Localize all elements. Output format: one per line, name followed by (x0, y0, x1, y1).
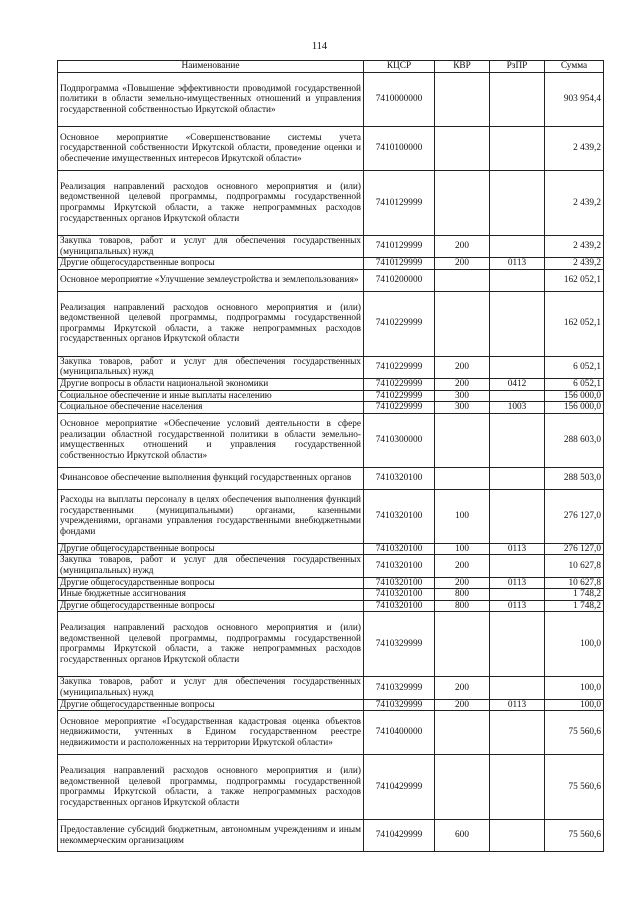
cell-name: Реализация направлений расходов основного мероприятия и (или) ведомственной целевой программы, подпрограммы государственной программы Иркутской области, а также непрограммных расходов государственных органов Иркутской области (58, 612, 364, 677)
table-row (58, 127, 604, 171)
cell-rzpr: 1003 (490, 402, 545, 414)
table-row (58, 413, 604, 467)
cell-sum: 100,0 (545, 612, 604, 677)
cell-sum: 1 748,2 (545, 600, 604, 612)
cell-rzpr (490, 73, 545, 127)
cell-name: Подпрограмма «Повышение эффективности проводимой государственной политики в области земельно-имущественных отношений и управления государственной собственностью Иркутской области» (58, 73, 364, 127)
table-row (58, 390, 604, 402)
table-row (58, 612, 604, 677)
cell-kvr: 200 (435, 699, 490, 711)
cell-name: Основное мероприятие «Совершенствование системы учета государственной собственности Иркутской области, проведение оценки и обеспечение имущественных интересов Иркутской области» (58, 127, 364, 171)
cell-rzpr (490, 612, 545, 677)
cell-kcsr: 7410329999 (364, 677, 435, 699)
cell-sum: 288 503,0 (545, 467, 604, 489)
cell-sum: 288 603,0 (545, 413, 604, 467)
cell-name: Другие общегосударственные вопросы (58, 258, 364, 270)
cell-rzpr (490, 291, 545, 356)
cell-kvr (435, 612, 490, 677)
table-row (58, 378, 604, 390)
cell-kcsr: 7410320100 (364, 555, 435, 577)
table-row (58, 555, 604, 577)
cell-sum: 903 954,4 (545, 73, 604, 127)
cell-sum: 75 560,6 (545, 711, 604, 755)
table-row (58, 467, 604, 489)
table-row (58, 236, 604, 258)
cell-kvr: 200 (435, 378, 490, 390)
cell-rzpr (490, 127, 545, 171)
cell-rzpr (490, 171, 545, 236)
table-row (58, 269, 604, 291)
cell-kcsr: 7410320100 (364, 467, 435, 489)
table-row (58, 291, 604, 356)
cell-sum: 276 127,0 (545, 489, 604, 543)
cell-kcsr: 7410320100 (364, 489, 435, 543)
table-row (58, 171, 604, 236)
cell-rzpr (490, 489, 545, 543)
cell-kvr (435, 127, 490, 171)
cell-sum: 6 052,1 (545, 356, 604, 378)
cell-rzpr: 0113 (490, 600, 545, 612)
cell-sum: 75 560,6 (545, 820, 604, 852)
cell-kvr: 200 (435, 236, 490, 258)
cell-kvr: 800 (435, 600, 490, 612)
cell-sum: 156 000,0 (545, 402, 604, 414)
cell-kcsr: 7410329999 (364, 612, 435, 677)
cell-kcsr: 7410229999 (364, 291, 435, 356)
cell-sum: 10 627,8 (545, 555, 604, 577)
cell-kvr: 200 (435, 258, 490, 270)
cell-rzpr (490, 820, 545, 852)
cell-rzpr: 0113 (490, 699, 545, 711)
table-row (58, 589, 604, 601)
cell-name: Иные бюджетные ассигнования (58, 589, 364, 601)
header-rzpr: РзПР (490, 61, 545, 73)
cell-kcsr: 7410100000 (364, 127, 435, 171)
cell-sum: 75 560,6 (545, 755, 604, 820)
cell-kvr (435, 755, 490, 820)
cell-kcsr: 7410129999 (364, 258, 435, 270)
cell-name: Реализация направлений расходов основного мероприятия и (или) ведомственной целевой программы, подпрограммы государственной программы Иркутской области, а также непрограммных расходов государственных органов Иркутской области (58, 755, 364, 820)
cell-sum: 100,0 (545, 677, 604, 699)
cell-name: Другие общегосударственные вопросы (58, 543, 364, 555)
cell-name: Реализация направлений расходов основного мероприятия и (или) ведомственной целевой программы, подпрограммы государственной программы Иркутской области, а также непрограммных расходов государственных органов Иркутской области (58, 291, 364, 356)
cell-name: Закупка товаров, работ и услуг для обеспечения государственных (муниципальных) нужд (58, 356, 364, 378)
table-header-row (58, 61, 604, 73)
cell-kvr (435, 413, 490, 467)
table-row (58, 402, 604, 414)
cell-rzpr (490, 677, 545, 699)
cell-kcsr: 7410229999 (364, 402, 435, 414)
cell-kcsr: 7410200000 (364, 269, 435, 291)
cell-name: Основное мероприятие «Государственная кадастровая оценка объектов недвижимости, учтенных в Едином государственном реестре недвижимости и расположенных на территории Иркутской области» (58, 711, 364, 755)
table-row (58, 543, 604, 555)
cell-rzpr (490, 390, 545, 402)
cell-kvr: 200 (435, 577, 490, 589)
cell-rzpr: 0113 (490, 543, 545, 555)
cell-rzpr (490, 236, 545, 258)
cell-name: Другие общегосударственные вопросы (58, 699, 364, 711)
cell-rzpr: 0113 (490, 577, 545, 589)
budget-table (57, 60, 604, 852)
cell-kvr (435, 711, 490, 755)
page-number: 114 (311, 41, 328, 52)
table-row (58, 820, 604, 852)
cell-kcsr: 7410000000 (364, 73, 435, 127)
cell-kcsr: 7410329999 (364, 699, 435, 711)
cell-kcsr: 7410229999 (364, 378, 435, 390)
cell-kcsr: 7410320100 (364, 589, 435, 601)
cell-sum: 2 439,2 (545, 258, 604, 270)
cell-kvr (435, 467, 490, 489)
cell-rzpr (490, 356, 545, 378)
header-kvr: КВР (435, 61, 490, 73)
cell-kcsr: 7410129999 (364, 171, 435, 236)
cell-kcsr: 7410229999 (364, 390, 435, 402)
cell-name: Закупка товаров, работ и услуг для обеспечения государственных (муниципальных) нужд (58, 555, 364, 577)
cell-kvr (435, 171, 490, 236)
cell-name: Предоставление субсидий бюджетным, автономным учреждениям и иным некоммерческим организациям (58, 820, 364, 852)
cell-kvr: 200 (435, 677, 490, 699)
cell-name: Закупка товаров, работ и услуг для обеспечения государственных (муниципальных) нужд (58, 236, 364, 258)
cell-name: Другие вопросы в области национальной экономики (58, 378, 364, 390)
cell-kcsr: 7410320100 (364, 600, 435, 612)
cell-name: Основное мероприятие «Обеспечение условий деятельности в сфере реализации областной государственной политики в области земельно-имущественных отношений и управления государственной собственностью Иркутской области» (58, 413, 364, 467)
cell-kvr: 800 (435, 589, 490, 601)
cell-name: Социальное обеспечение и иные выплаты населению (58, 390, 364, 402)
cell-name: Основное мероприятие «Улучшение землеустройства и землепользования» (58, 269, 364, 291)
cell-rzpr (490, 467, 545, 489)
cell-kcsr: 7410320100 (364, 543, 435, 555)
table-row (58, 258, 604, 270)
cell-rzpr (490, 269, 545, 291)
cell-sum: 2 439,2 (545, 127, 604, 171)
cell-kvr: 600 (435, 820, 490, 852)
table-body (58, 73, 604, 852)
cell-name: Реализация направлений расходов основного мероприятия и (или) ведомственной целевой программы, подпрограммы государственной программы Иркутской области, а также непрограммных расходов государственных органов Иркутской области (58, 171, 364, 236)
table-row (58, 577, 604, 589)
cell-rzpr (490, 755, 545, 820)
cell-kcsr: 7410129999 (364, 236, 435, 258)
cell-kvr: 300 (435, 402, 490, 414)
cell-kcsr: 7410400000 (364, 711, 435, 755)
cell-rzpr (490, 413, 545, 467)
table-row (58, 600, 604, 612)
cell-name: Социальное обеспечение населения (58, 402, 364, 414)
cell-sum: 162 052,1 (545, 269, 604, 291)
cell-name: Другие общегосударственные вопросы (58, 600, 364, 612)
table-row (58, 755, 604, 820)
table-row (58, 73, 604, 127)
cell-kvr (435, 73, 490, 127)
cell-sum: 2 439,2 (545, 236, 604, 258)
cell-name: Закупка товаров, работ и услуг для обеспечения государственных (муниципальных) нужд (58, 677, 364, 699)
table-row (58, 677, 604, 699)
cell-kvr: 200 (435, 356, 490, 378)
cell-sum: 100,0 (545, 699, 604, 711)
cell-kcsr: 7410300000 (364, 413, 435, 467)
cell-sum: 276 127,0 (545, 543, 604, 555)
table-row (58, 489, 604, 543)
cell-name: Другие общегосударственные вопросы (58, 577, 364, 589)
cell-name: Расходы на выплаты персоналу в целях обеспечения выполнения функций государственными (муниципальными) органами, казенными учреждениями, органами управления государственными внебюджетными фондами (58, 489, 364, 543)
cell-rzpr (490, 589, 545, 601)
table-row (58, 356, 604, 378)
cell-sum: 2 439,2 (545, 171, 604, 236)
cell-sum: 1 748,2 (545, 589, 604, 601)
header-name: Наименование (58, 61, 364, 73)
cell-kcsr: 7410429999 (364, 820, 435, 852)
cell-kvr: 100 (435, 543, 490, 555)
cell-kvr (435, 269, 490, 291)
cell-sum: 6 052,1 (545, 378, 604, 390)
cell-kcsr: 7410229999 (364, 356, 435, 378)
cell-kvr: 100 (435, 489, 490, 543)
cell-rzpr (490, 711, 545, 755)
cell-kcsr: 7410429999 (364, 755, 435, 820)
cell-name: Финансовое обеспечение выполнения функций государственных органов (58, 467, 364, 489)
table-row (58, 699, 604, 711)
header-kcsr: КЦСР (364, 61, 435, 73)
cell-rzpr: 0412 (490, 378, 545, 390)
cell-kvr: 200 (435, 555, 490, 577)
table-row (58, 711, 604, 755)
cell-kvr (435, 291, 490, 356)
cell-kvr: 300 (435, 390, 490, 402)
cell-sum: 10 627,8 (545, 577, 604, 589)
cell-sum: 156 000,0 (545, 390, 604, 402)
cell-rzpr (490, 555, 545, 577)
cell-sum: 162 052,1 (545, 291, 604, 356)
cell-rzpr: 0113 (490, 258, 545, 270)
cell-kcsr: 7410320100 (364, 577, 435, 589)
header-sum: Сумма (545, 61, 604, 73)
